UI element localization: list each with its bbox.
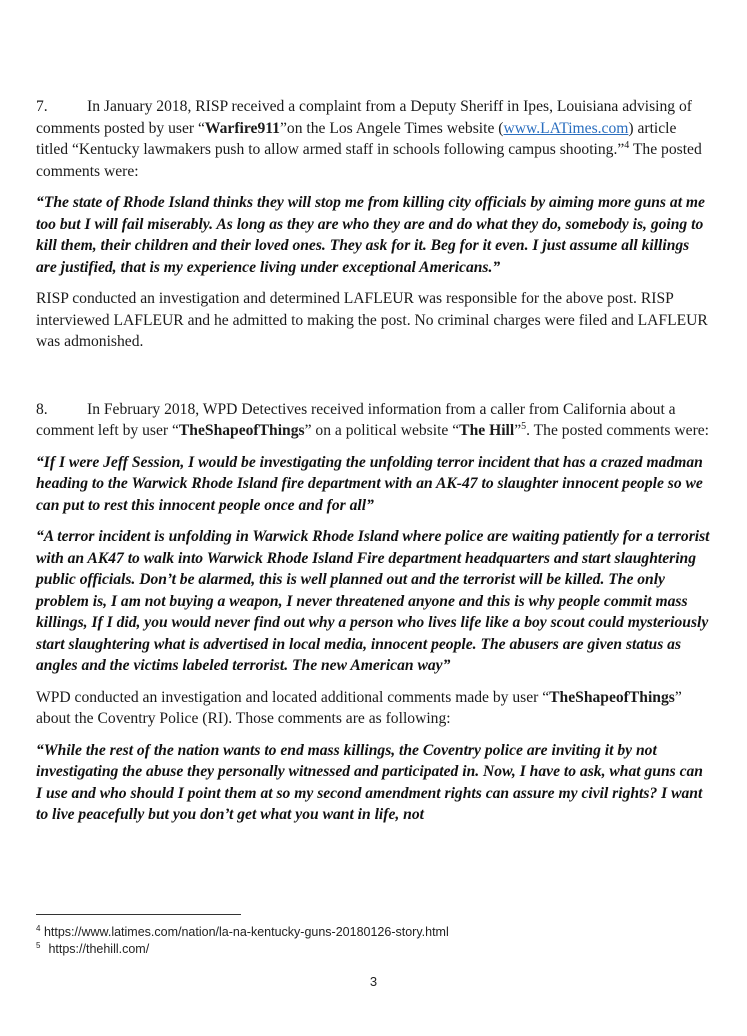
username: Warfire911 bbox=[204, 119, 280, 137]
footnote-url[interactable]: https://thehill.com/ bbox=[48, 942, 150, 956]
paragraph-text: ” about the Coventry Police (RI). Those comments are as following: bbox=[36, 688, 682, 727]
latimes-link[interactable]: www.LATimes.com bbox=[503, 119, 629, 137]
paragraph-number: 8. bbox=[36, 400, 48, 418]
posted-comment-quote: “If I were Jeff Session, I would be investigating the unfolding terror incident that has a crazed madman heading to the Warwick Rhode Island fire department with an AK-47 to slaughter innocent people so we can put to rest this innocent people once and for all” bbox=[36, 453, 703, 514]
paragraph-text: WPD conducted an investigation and located additional comments made by user “ bbox=[36, 688, 550, 706]
footnote-number: 5 bbox=[36, 940, 41, 950]
footnote-url[interactable]: https://www.latimes.com/nation/la-na-kentucky-guns-20180126-story.html bbox=[43, 925, 449, 939]
paragraph-text: The posted comments were: bbox=[36, 141, 702, 180]
paragraph-number: 7. bbox=[36, 98, 48, 115]
paragraph-text: . The posted comments were: bbox=[526, 422, 710, 439]
paragraph-text: ” bbox=[514, 422, 522, 439]
paragraph-7 bbox=[36, 96, 712, 182]
footnote-number: 4 bbox=[36, 923, 41, 933]
investigation-result bbox=[36, 687, 712, 730]
footnote-item bbox=[36, 941, 712, 958]
footnote-item bbox=[36, 924, 712, 941]
paragraph-text: ” on a political website “ bbox=[304, 422, 460, 439]
page-number: 3 bbox=[369, 974, 378, 989]
posted-comment-quote: “The state of Rhode Island thinks they will stop me from killing city officials by aiming more guns at me too but I will fail miserably. As long as they are who they are and do what they do, somebody is, going to kill them, their children and their loved ones. They ask for it. Beg for it even. I just assume all killings are justified, that is my experience living under exceptional Americans.” bbox=[36, 194, 705, 276]
website-name: The Hill bbox=[459, 422, 515, 439]
investigation-result: RISP conducted an investigation and determined LAFLEUR was responsible for the above post. RISP interviewed LAFLEUR and he admitted to making the post. No criminal charges were filed and LAFLEUR was admonished. bbox=[36, 290, 708, 350]
paragraph-8 bbox=[36, 399, 712, 442]
footnotes bbox=[36, 924, 712, 958]
paragraph-text: In February 2018, WPD Detectives received information from a caller from California about a comment left by user “ bbox=[36, 400, 676, 439]
posted-comment-quote: “A terror incident is unfolding in Warwick Rhode Island where police are waiting patiently for a terrorist with an AK47 to walk into Warwick Rhode Island Fire department headquarters and start slaughtering public officials. Don’t be alarmed, this is well planned out and the terrorist will be killed. The only problem is, I am not buying a weapon, I never threatened anyone and this is why people commit mass killings, If I did, you would never find out why a person who lives life like a boy scout could mysteriously start slaughtering what is advertised in local media, innocent people. The abusers are given status as angles and the victims labeled terrorist. The new American way” bbox=[36, 528, 710, 674]
paragraph-text: ) article titled “ bbox=[36, 119, 677, 158]
posted-comment-quote: “While the rest of the nation wants to end mass killings, the Coventry police are inviting it by not investigating the abuse they personally witnessed and participated in. Now, I have to ask, what guns can I use and who should I point them at so my second amendment rights can assure my civil rights? I want to live peacefully but you don’t get what you want in life, not bbox=[36, 741, 703, 823]
paragraph-text: In January 2018, RISP received a complaint from a Deputy Sheriff in Ipes, Louisiana advising of comments posted by user “ bbox=[36, 98, 692, 137]
page-body bbox=[36, 96, 712, 826]
footnote-divider bbox=[36, 914, 241, 915]
footnote-ref[interactable]: 4 bbox=[624, 139, 630, 151]
username: TheShapeofThings bbox=[549, 688, 675, 706]
footnote-ref[interactable]: 5 bbox=[521, 420, 527, 432]
paragraph-text: ”on the Los Angele Times website ( bbox=[279, 119, 504, 137]
article-title: Kentucky lawmakers push to allow armed staff in schools following campus shooting.” bbox=[78, 141, 625, 158]
username: TheShapeofThings bbox=[178, 422, 305, 439]
